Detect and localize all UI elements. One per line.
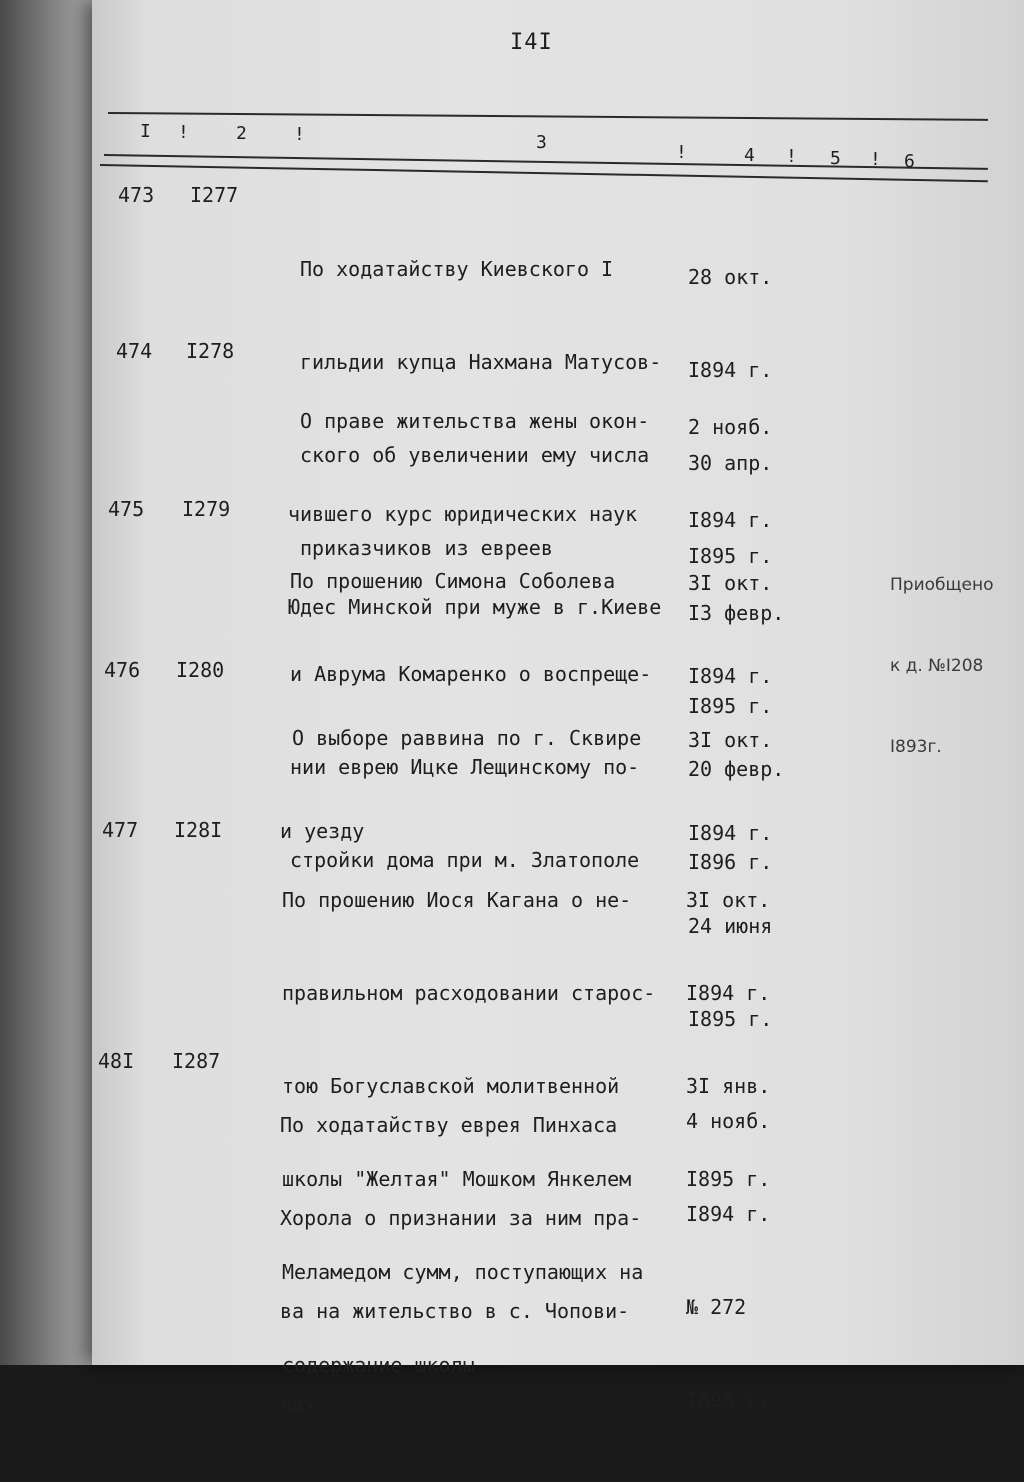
description-line: О выборе раввина по г. Сквире (280, 726, 642, 750)
description-line: Юдес Минской при муже в г.Киеве (288, 595, 662, 619)
header-col-4: 4 (744, 145, 755, 166)
date-line: I896 г. (686, 1388, 771, 1412)
date-line: 20 февр. (688, 757, 785, 781)
description-line: тою Богуславской молитвенной (282, 1074, 620, 1098)
margin-note (890, 518, 994, 788)
header-col-2: 2 (236, 123, 247, 144)
date-line: I895 г. (688, 1007, 773, 1031)
date-line: № 272 (686, 1295, 747, 1319)
description-line: По ходатайству еврея Пинхаса (280, 1113, 618, 1137)
header-sep-4: ! (786, 146, 797, 167)
date-line: 24 июня (688, 914, 773, 938)
note-line: I893г. (890, 737, 942, 757)
row-number: 475 (108, 497, 145, 521)
description-line: приказчиков из евреев (300, 536, 553, 560)
note-line: к д. №I208 (890, 656, 984, 676)
description-line: ского об увеличении ему числа (300, 443, 650, 467)
description-line: нии еврею Ицке Лещинскому по- (290, 755, 640, 779)
note-line: Приобщено (890, 575, 994, 595)
row-number: 477 (102, 818, 139, 842)
date-line: I894 г. (686, 1202, 771, 1226)
date-line: I894 г. (688, 664, 773, 688)
date-line: 30 апр. (688, 451, 773, 475)
date-line: I894 г. (688, 358, 773, 382)
date-line: 3I окт. (686, 888, 771, 912)
date-line: I896 г. (688, 850, 773, 874)
row-number: 48I (98, 1049, 135, 1073)
description-line: содержание школы (282, 1353, 475, 1377)
row-number: 476 (104, 658, 141, 682)
date-line: I894 г. (686, 981, 771, 1005)
date-line: 28 окт. (688, 265, 773, 289)
file-number: I279 (182, 497, 231, 521)
row-number: 474 (116, 339, 153, 363)
description-line: школы "Желтая" Мошком Янкелем (282, 1167, 632, 1191)
file-number: I278 (186, 339, 235, 363)
description-line: По ходатайству Киевского I (300, 257, 614, 281)
header-col-1: I (140, 121, 151, 142)
date-line: I894 г. (688, 821, 773, 845)
date-line: I895 г. (688, 694, 773, 718)
date-line: 3I янв. (686, 1074, 771, 1098)
description-line: По прошению Иося Кагана о не- (282, 888, 632, 912)
file-number: I280 (176, 658, 225, 682)
header-col-6: 6 (904, 151, 915, 172)
header-sep-2: ! (294, 124, 305, 145)
date-line: 3I окт. (688, 571, 773, 595)
description-line: стройки дома при м. Златополе (290, 848, 640, 872)
header-col-3: 3 (536, 132, 547, 153)
file-number: I277 (190, 183, 239, 207)
description-line: О праве жительства жены окон- (288, 409, 650, 433)
date-line: 3I окт. (688, 728, 773, 752)
description-line: чах (280, 1392, 317, 1416)
description-line: правильном расходовании старос- (282, 981, 656, 1005)
date-line: I894 г. (688, 508, 773, 532)
date-line: I895 г. (686, 1167, 771, 1191)
date-line: I895 г. (688, 544, 773, 568)
dates (686, 1044, 770, 1478)
description-line: Хорола о признании за ним пра- (280, 1206, 642, 1230)
header-sep-1: ! (178, 122, 189, 143)
header-sep-3: ! (676, 142, 687, 163)
header-sep-5: ! (870, 149, 881, 170)
description-line: гильдии купца Нахмана Матусов- (300, 350, 662, 374)
description (280, 1048, 641, 1482)
description-line: и Аврума Комаренко о воспреще- (290, 662, 652, 686)
description-line: По прошению Симона Соболева (290, 569, 616, 593)
description-line: чившего курс юридических наук (288, 502, 638, 526)
file-number: I28I (174, 818, 223, 842)
date-line: 4 нояб. (686, 1109, 771, 1133)
file-number: I287 (172, 1049, 221, 1073)
description-line: ва на жительство в с. Чопови- (280, 1299, 630, 1323)
page-number: I4I (510, 30, 553, 55)
date-line: 2 нояб. (688, 415, 773, 439)
description-line: Меламедом сумм, поступающих на (282, 1260, 644, 1284)
date-line: I3 февр. (688, 601, 785, 625)
header-col-5: 5 (830, 148, 841, 169)
row-number: 473 (118, 183, 155, 207)
description-line: и уезду (280, 819, 365, 843)
